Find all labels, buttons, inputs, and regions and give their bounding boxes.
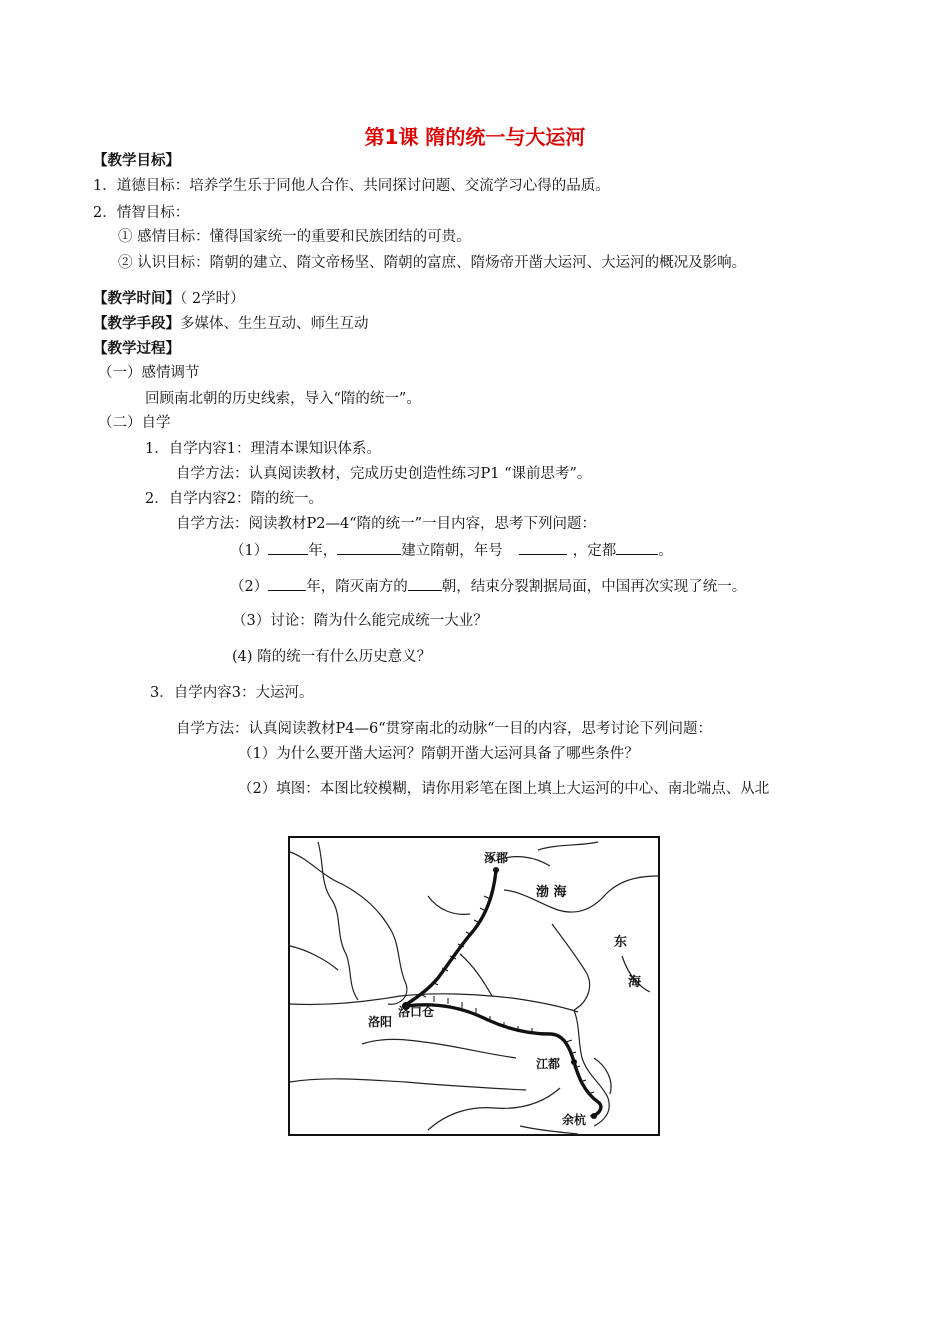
q2-text-b: 年，隋灭南方的 [306,579,408,595]
goals-item-2: 2．情智目标： [93,205,190,221]
goals-sub-2: ② 认识目标：隋朝的建立、隋文帝杨坚、隋朝的富庶、隋炀帝开凿大运河、大运河的概况及影响。 [118,255,747,271]
goals-heading: 【教学目标】 [93,152,180,169]
s1-method: 自学方法：认真阅读教材，完成历史创造性练习P1 “课前思考”。 [176,466,592,482]
goals-item-1: 1．道德目标：培养学生乐于同他人合作、共同探讨问题、交流学习心得的品质。 [93,178,610,194]
blank-capital[interactable] [616,540,658,555]
goals-sub-1: ① 感情目标：懂得国家统一的重要和民族团结的可贵。 [118,229,471,245]
question-4: (4) 隋的统一有什么历史意义？ [232,649,432,665]
zhuojun-point [493,867,499,873]
label-luokoucang: 洛口仓 [398,1005,435,1019]
page-title: 第1课 隋的统一与大运河 [364,125,586,149]
label-dong: 东 [614,935,628,950]
label-jiangdu: 江都 [536,1057,561,1071]
label-zhuojun: 涿郡 [484,851,509,865]
label-luoyang: 洛阳 [368,1015,393,1029]
q1-text-d: ，定都 [572,543,617,559]
s2-title: 2．自学内容2：隋的统一。 [145,491,323,507]
q2-prefix: （2） [230,579,269,595]
s1-title: 1．自学内容1：理清本课知识体系。 [145,441,381,457]
means-value: 多媒体、生生互动、师生互动 [180,316,369,332]
question-2 [230,576,746,596]
time-line [93,290,245,308]
q1-prefix: （1） [230,543,269,559]
means-line [93,315,369,333]
label-hai: 海 [628,975,642,990]
blank-unify-year[interactable] [268,576,306,591]
label-bohai: 渤 海 [536,885,567,900]
q1-text-e: 。 [658,543,673,559]
canal-question-1: （1）为什么要开凿大运河？隋朝开凿大运河具备了哪些条件？ [238,746,639,762]
label-yuhang: 余杭 [562,1113,587,1127]
grand-canal-map [288,836,660,1136]
question-1 [230,540,673,560]
yuhang-point [591,1113,597,1119]
s2-method: 自学方法：阅读教材P2—4“隋的统一”一目内容，思考下列问题： [176,516,597,532]
q1-text-c: 建立隋朝，年号 [401,543,503,559]
question-3: （3）讨论：隋为什么能完成统一大业？ [232,613,488,629]
q2-text-c: 朝，结束分裂割据局面，中国再次实现了统一。 [441,579,747,595]
jiangdu-point [571,1059,577,1065]
q1-text-b: 年， [308,543,338,559]
part2-title: （二）自学 [98,415,171,431]
time-heading: 【教学时间】 [93,290,180,307]
time-value: （ 2学时） [180,291,245,307]
blank-dynasty[interactable] [408,576,442,591]
canal-question-2: （2）填图：本图比较模糊，请你用彩笔在图上填上大运河的中心、南北端点、从北 [238,781,770,797]
blank-year[interactable] [268,540,308,555]
s3-method: 自学方法：认真阅读教材P4—6“贯穿南北的动脉“一目的内容，思考讨论下列问题： [176,721,713,737]
part1-title: （一）感情调节 [98,365,200,381]
means-heading: 【教学手段】 [93,315,180,332]
part1-text: 回顾南北朝的历史线索，导入“隋的统一”。 [145,391,421,407]
blank-founder[interactable] [337,540,401,555]
s3-title: 3．自学内容3：大运河。 [150,685,314,701]
process-heading: 【教学过程】 [93,340,180,357]
blank-era-name[interactable] [519,540,567,555]
